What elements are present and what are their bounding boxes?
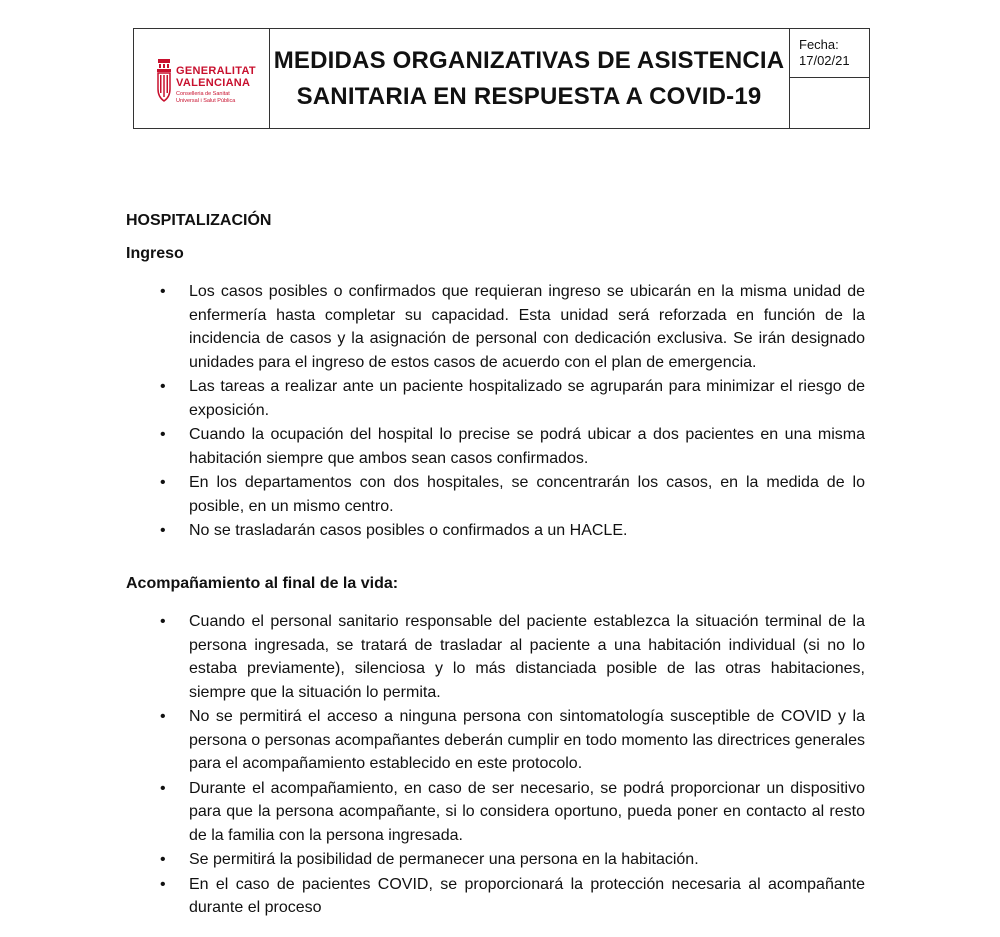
logo-name-line1: GENERALITAT xyxy=(176,65,256,77)
document-header xyxy=(133,28,870,129)
list-item: • Cuando la ocupación del hospital lo precise se podrá ubicar a dos pacientes en una misma habitación siempre que ambos sean casos confirmados. xyxy=(160,423,865,470)
generalitat-logo-icon xyxy=(156,59,172,107)
date-cell xyxy=(789,29,870,128)
list-item: • Las tareas a realizar ante un paciente hospitalizado se agruparán para minimizar el riesgo de exposición. xyxy=(160,375,865,422)
logo-name xyxy=(176,65,256,89)
logo-sub-line1: Conselleria de Sanitat xyxy=(176,91,230,97)
subsection-heading-ingreso: Ingreso xyxy=(126,245,184,262)
list-item: • No se trasladarán casos posibles o confirmados a un HACLE. xyxy=(160,519,865,543)
bullet-icon: • xyxy=(160,851,166,868)
title-line2: SANITARIA EN RESPUESTA A COVID-19 xyxy=(296,82,762,110)
bullet-icon: • xyxy=(160,875,166,893)
list-item: • Cuando el personal sanitario responsable del paciente establezca la situación terminal de la persona ingresada, se tratará de trasladar al paciente a una habitación individual (si no lo estaba previamente), silenciosa y lo más distanciada posible de las otras habitaciones, siempre que la situación lo permita. xyxy=(160,610,865,704)
acompanamiento-list xyxy=(160,610,865,921)
bullet-icon: • xyxy=(160,779,166,797)
logo-cell xyxy=(134,29,270,128)
bullet-icon: • xyxy=(160,426,166,443)
bullet-icon: • xyxy=(160,474,166,491)
date-label: Fecha: xyxy=(799,37,839,52)
list-item: • En los departamentos con dos hospitales, se concentrarán los casos, en la medida de lo posible, en un mismo centro. xyxy=(160,471,865,518)
bullet-icon: • xyxy=(160,378,166,395)
list-item: • En el caso de pacientes COVID, se proporcionará la protección necesaria al acompañante durante el proceso xyxy=(160,873,865,920)
logo-name-line2: VALENCIANA xyxy=(176,77,251,89)
subsection-heading-acompanamiento: Acompañamiento al final de la vida: xyxy=(126,575,399,592)
logo-sub-line2: Universal i Salut Pública xyxy=(176,97,236,104)
bullet-icon: • xyxy=(160,522,166,539)
ingreso-list xyxy=(160,280,865,544)
section-title: HOSPITALIZACIÓN xyxy=(126,212,272,229)
list-item: • Durante el acompañamiento, en caso de ser necesario, se podrá proporcionar un dispositivo para que la persona acompañante, si lo considera oportuno, pueda poner en contacto al resto de la familia con la persona ingresada. xyxy=(160,777,865,848)
list-item: • Se permitirá la posibilidad de permanecer una persona en la habitación. xyxy=(160,848,865,872)
list-item: • Los casos posibles o confirmados que requieran ingreso se ubicarán en la misma unidad de enfermería hasta completar su capacidad. Esta unidad será reforzada en función de la incidencia de casos y la asignación de personal con dedicación exclusiva. Se irán designado unidades para el ingreso de estos casos de acuerdo con el plan de emergencia. xyxy=(160,280,865,374)
bullet-icon: • xyxy=(160,283,166,300)
document-title xyxy=(269,29,789,128)
list-item: • No se permitirá el acceso a ninguna persona con sintomatología susceptible de COVID y la persona o personas acompañantes deberán cumplir en todo momento las directrices generales para el acompañamiento establecido en este protocolo. xyxy=(160,705,865,776)
bullet-icon: • xyxy=(160,708,166,725)
bullet-icon: • xyxy=(160,613,166,630)
date-value: 17/02/21 xyxy=(799,53,850,68)
title-line1: MEDIDAS ORGANIZATIVAS DE ASISTENCIA xyxy=(273,46,785,74)
logo-subtitle xyxy=(176,91,235,104)
